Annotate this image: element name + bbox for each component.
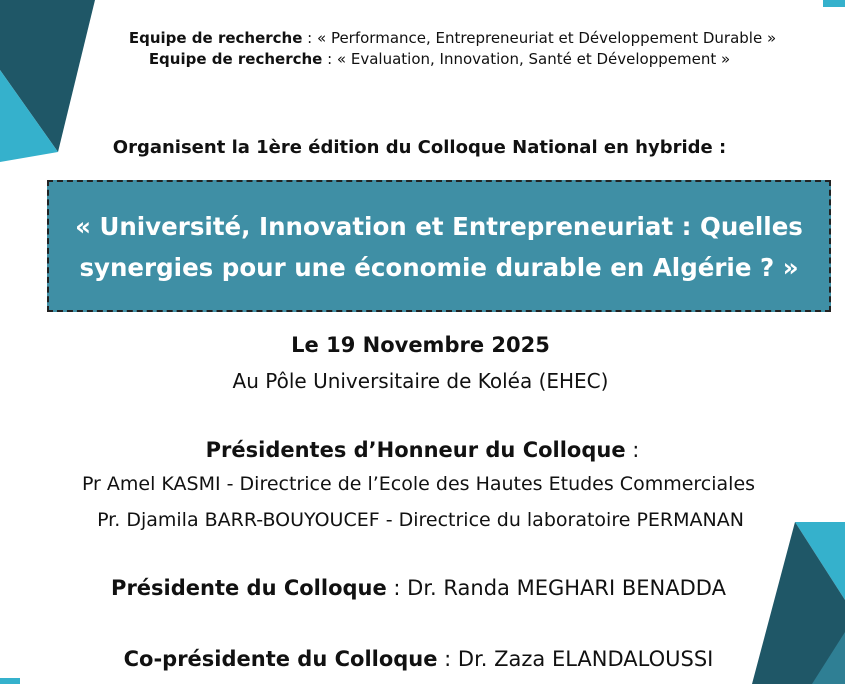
copresident-name: : Dr. Zaza ELANDALOUSSI <box>437 647 714 671</box>
research-team-1 <box>30 29 845 47</box>
team-name: : « Performance, Entrepreneuriat et Développement Durable » <box>302 29 777 47</box>
team-label: Equipe de recherche <box>148 50 323 68</box>
honor-member-2: Pr. Djamila BARR-BOUYOUCEF - Directrice du laboratoire PERMANAN <box>97 509 744 531</box>
president-line <box>0 576 841 600</box>
president-label: Présidente du Colloque <box>111 576 387 600</box>
copresident-label: Co-présidente du Colloque <box>123 647 438 671</box>
president-name: : Dr. Randa MEGHARI BENADDA <box>386 576 726 600</box>
research-team-2 <box>17 50 845 68</box>
event-venue: Au Pôle Universitaire de Koléa (EHEC) <box>232 369 609 393</box>
copresident-line <box>0 647 841 671</box>
event-date: Le 19 Novembre 2025 <box>291 333 550 357</box>
theme-line-1: « Université, Innovation et Entrepreneuriat : Quelles <box>75 212 803 241</box>
honor-label: Présidentes d’Honneur du Colloque <box>205 438 626 462</box>
intro-text: Organisent la 1ère édition du Colloque National en hybride : <box>112 137 727 158</box>
team-label: Equipe de recherche <box>128 29 303 47</box>
theme-line-2: synergies pour une économie durable en Algérie ? » <box>79 253 799 282</box>
team-name: : « Evaluation, Innovation, Santé et Développement » <box>322 50 731 68</box>
honor-member-1: Pr Amel KASMI - Directrice de l’Ecole des Hautes Etudes Commerciales <box>81 473 756 495</box>
top-right-corner-shape <box>823 0 845 7</box>
bottom-left-corner-shape <box>0 678 20 684</box>
honor-heading <box>0 438 845 462</box>
theme-banner <box>47 180 831 312</box>
honor-suffix: : <box>625 438 640 462</box>
